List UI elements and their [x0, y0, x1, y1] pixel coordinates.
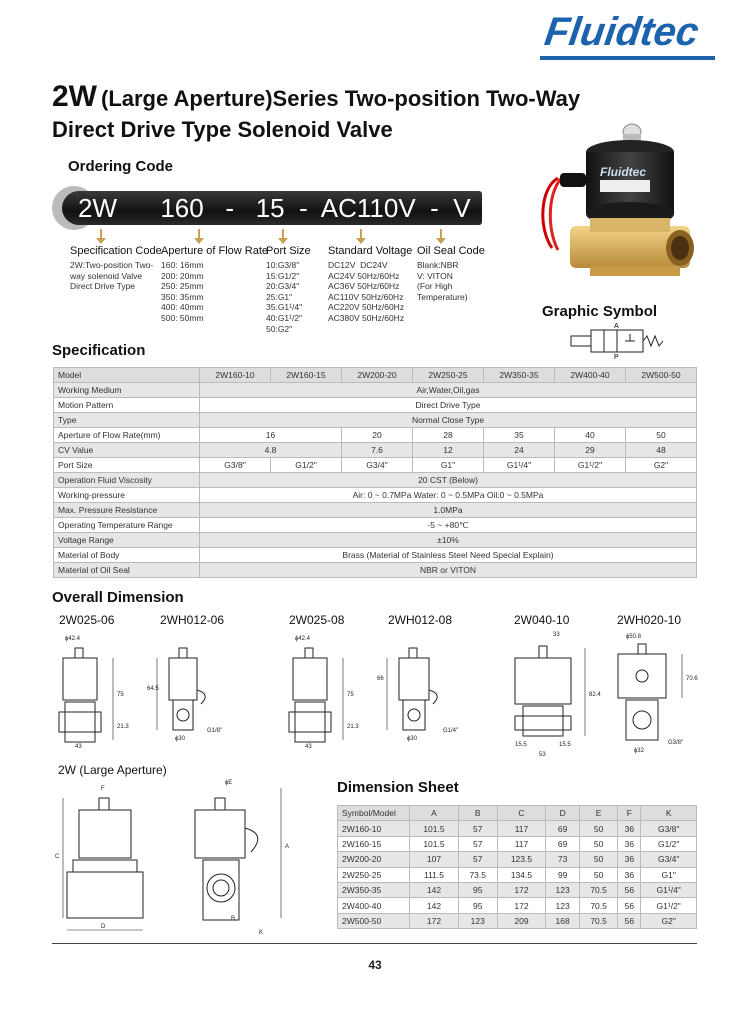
specification-table [53, 367, 697, 578]
spec-header-cell: 2W350-35 [484, 368, 555, 383]
spec-row-value: 40 [555, 428, 626, 443]
dim-label: 21.3 [347, 724, 359, 730]
spec-row-value: 24 [484, 443, 555, 458]
dimension-value-cell: 123.5 [497, 852, 546, 867]
spec-row-value: 35 [484, 428, 555, 443]
spec-row-name: CV Value [54, 443, 200, 458]
specification-heading: Specification [52, 342, 146, 359]
dimension-model-cell: 2W400-40 [338, 898, 410, 913]
dimension-value-cell: 56 [618, 898, 641, 913]
dimension-value-cell: 111.5 [410, 867, 459, 882]
dim-label: 43 [75, 744, 82, 750]
spec-row-name: Motion Pattern [54, 398, 200, 413]
dimension-value-cell: 95 [458, 882, 497, 897]
spec-row-value: 16 [200, 428, 342, 443]
dim-label: 75 [117, 692, 124, 698]
dim-label: 66 [377, 676, 384, 682]
spec-row-value: G1¹/2" [555, 458, 626, 473]
spec-row-value: Direct Drive Type [200, 398, 697, 413]
dimension-value-cell: 69 [546, 821, 579, 836]
spec-row [54, 548, 697, 563]
dimension-value-cell: 117 [497, 821, 546, 836]
dimension-header-row [338, 806, 697, 821]
brand-logo: Fluidtec [541, 10, 702, 54]
spec-row-name: Max. Pressure Resistance [54, 503, 200, 518]
spec-row-value: Normal Close Type [200, 413, 697, 428]
dim-label: 15.5 [515, 742, 527, 748]
dimension-value-cell: 56 [618, 882, 641, 897]
dimension-row [338, 821, 697, 836]
spec-row-value: 29 [555, 443, 626, 458]
dimension-value-cell: 95 [458, 898, 497, 913]
dim-label: ɸ30 [407, 736, 417, 742]
spec-row-name: Port Size [54, 458, 200, 473]
dimension-model-cell: 2W350-35 [338, 882, 410, 897]
ordering-col-seal [417, 245, 485, 302]
dimension-value-cell: 123 [458, 913, 497, 928]
dim-label: 53 [539, 752, 546, 758]
dimension-sheet-heading: Dimension Sheet [337, 779, 459, 796]
ordering-col-body: 10:G3/8" 15:G1/2" 20:G3/4" 25:G1" 35:G1¹/4" 40:G1¹/2" 50:G2" [266, 260, 303, 334]
spec-row-value: 4.8 [200, 443, 342, 458]
dim-label: ɸE [225, 780, 233, 786]
dim-label: 43 [305, 744, 312, 750]
spec-row-value: 20 CST (Below) [200, 473, 697, 488]
graphic-symbol-diagram [555, 322, 675, 360]
dimension-header-cell: C [497, 806, 546, 821]
spec-row-value: Air: 0 ~ 0.7MPa Water: 0 ~ 0.5MPa Oil:0 ~ 0.5MPa [200, 488, 697, 503]
dimension-row [338, 913, 697, 928]
spec-header-model: Model [54, 368, 200, 383]
dimension-drawing-2wh020-10 [610, 630, 700, 755]
spec-row-name: Material of Body [54, 548, 200, 563]
spec-row-value: G1" [413, 458, 484, 473]
spec-header-cell: 2W400-40 [555, 368, 626, 383]
ordering-col-aperture [161, 245, 268, 324]
dimension-model-label: 2WH020-10 [617, 613, 682, 627]
dimension-value-cell: 209 [497, 913, 546, 928]
spec-row [54, 503, 697, 518]
dimension-value-cell: 36 [618, 821, 641, 836]
ordering-col-head: Standard Voltage [328, 245, 413, 257]
dim-label: 33 [553, 632, 560, 638]
dimension-model-label: 2W040-10 [514, 613, 570, 627]
dimension-model-label: 2W025-08 [289, 613, 345, 627]
spec-row-value: G3/4" [342, 458, 413, 473]
spec-row-value: Air,Water,Oil,gas [200, 383, 697, 398]
spec-row-value: -5 ~ +80℃ [200, 518, 697, 533]
photo-brand-label: Fluidtec [600, 165, 647, 179]
spec-row-name: Working-pressure [54, 488, 200, 503]
dimension-value-cell: 117 [497, 836, 546, 851]
ordering-col-head: Oil Seal Code [417, 245, 485, 257]
dimension-drawing-2w025-06 [55, 630, 145, 750]
dimension-value-cell: 70.5 [579, 898, 618, 913]
dim-label: A [285, 844, 290, 850]
dimension-value-cell: 69 [546, 836, 579, 851]
spec-row-value: 48 [626, 443, 697, 458]
ordering-col-body: 160: 16mm 200: 20mm 250: 25mm 350: 35mm 400: 40mm 500: 50mm [161, 260, 204, 323]
dimension-value-cell: 101.5 [410, 821, 459, 836]
dimension-value-cell: G1/2" [641, 836, 697, 851]
dim-label: 64.5 [147, 686, 159, 692]
spec-row-value: NBR or VITON [200, 563, 697, 578]
dimension-value-cell: 50 [579, 836, 618, 851]
dim-label: 70.6 [686, 676, 698, 682]
spec-row [54, 473, 697, 488]
dimension-model-label: 2W025-06 [59, 613, 115, 627]
spec-row-value: 7.6 [342, 443, 413, 458]
ordering-code-heading: Ordering Code [68, 158, 174, 175]
dimension-value-cell: 99 [546, 867, 579, 882]
dim-label: 15.5 [559, 742, 571, 748]
large-aperture-label: 2W (Large Aperture) [58, 763, 167, 777]
spec-row-value: G3/8" [200, 458, 271, 473]
ordering-col-head: Specification Code [70, 245, 162, 257]
dim-label: ɸ50.8 [626, 634, 641, 640]
dimension-model-cell: 2W250-25 [338, 867, 410, 882]
dimension-value-cell: 57 [458, 852, 497, 867]
dimension-header-cell: K [641, 806, 697, 821]
dimension-header-cell: D [546, 806, 579, 821]
dim-label: G3/8" [668, 740, 684, 746]
dimension-model-cell: 2W500-50 [338, 913, 410, 928]
dimension-model-cell: 2W200-20 [338, 852, 410, 867]
dimension-value-cell: 172 [497, 898, 546, 913]
spec-row [54, 443, 697, 458]
spec-header-cell: 2W160-10 [200, 368, 271, 383]
dimension-drawing-2wh012-06 [145, 640, 245, 750]
dimension-value-cell: G1" [641, 867, 697, 882]
arrow-icon [100, 229, 102, 240]
dim-label: C [55, 854, 60, 860]
dim-label: ɸ42.4 [295, 636, 310, 642]
spec-row-value: G2" [626, 458, 697, 473]
dimension-value-cell: 123 [546, 898, 579, 913]
spec-row-name: Working Medium [54, 383, 200, 398]
spec-header-cell: 2W500-50 [626, 368, 697, 383]
dimension-value-cell: G1¹/4" [641, 882, 697, 897]
dimension-header-cell: Symbol/Model [338, 806, 410, 821]
dimension-value-cell: 123 [546, 882, 579, 897]
dim-label: ɸ30 [175, 736, 185, 742]
ordering-col-port [266, 245, 311, 334]
spec-header-cell: 2W200-20 [342, 368, 413, 383]
spec-row [54, 533, 697, 548]
dimension-row [338, 867, 697, 882]
ordering-col-head: Port Size [266, 245, 311, 257]
dimension-value-cell: 142 [410, 898, 459, 913]
port-a-label: A [614, 323, 619, 330]
dimension-drawing-2w040-10 [505, 628, 605, 758]
dimension-value-cell: 101.5 [410, 836, 459, 851]
dimension-value-cell: 142 [410, 882, 459, 897]
page-number: 43 [368, 958, 382, 972]
spec-row-name: Voltage Range [54, 533, 200, 548]
arrow-icon [198, 229, 200, 240]
ordering-col-spec [70, 245, 162, 292]
spec-header-row [54, 368, 697, 383]
dim-label: G1/4" [443, 728, 459, 734]
dimension-header-cell: E [579, 806, 618, 821]
valve-photo [530, 118, 700, 290]
dimension-value-cell: 36 [618, 867, 641, 882]
spec-row [54, 563, 697, 578]
dimension-header-cell: B [458, 806, 497, 821]
dim-label: 21.3 [117, 724, 129, 730]
dimension-value-cell: 56 [618, 913, 641, 928]
ordering-col-voltage [328, 245, 412, 324]
arrow-icon [360, 229, 362, 240]
dimension-value-cell: 57 [458, 821, 497, 836]
dimension-value-cell: 50 [579, 852, 618, 867]
ordering-col-body: Blank:NBR V: VITON (For High Temperature) [417, 260, 468, 302]
spec-row-value: Brass (Material of Stainless Steel Need Special Explain) [200, 548, 697, 563]
spec-row [54, 488, 697, 503]
spec-row-name: Operation Fluid Viscosity [54, 473, 200, 488]
dimension-model-cell: 2W160-10 [338, 821, 410, 836]
page-title [52, 80, 580, 114]
spec-header-cell: 2W160-15 [271, 368, 342, 383]
title-model: 2W [52, 80, 97, 113]
spec-row-name: Operating Temperature Range [54, 518, 200, 533]
dimension-value-cell: 172 [410, 913, 459, 928]
spec-row [54, 383, 697, 398]
dimension-value-cell: 73.5 [458, 867, 497, 882]
spec-row-value: 12 [413, 443, 484, 458]
arrow-icon [440, 229, 442, 240]
dimension-value-cell: 50 [579, 867, 618, 882]
spec-row-value: ±10% [200, 533, 697, 548]
dimension-value-cell: G3/8" [641, 821, 697, 836]
dimension-value-cell: 168 [546, 913, 579, 928]
dimension-value-cell: 57 [458, 836, 497, 851]
dimension-value-cell: 36 [618, 852, 641, 867]
dimension-drawing-large [55, 778, 300, 938]
footer-divider [52, 943, 697, 944]
spec-row [54, 518, 697, 533]
dimension-value-cell: 70.5 [579, 882, 618, 897]
spec-row [54, 428, 697, 443]
spec-header-cell: 2W250-25 [413, 368, 484, 383]
dimension-model-label: 2WH012-08 [388, 613, 453, 627]
title-line1: (Large Aperture)Series Two-position Two-Way [101, 86, 581, 111]
ordering-col-body: DC12V DC24V AC24V 50Hz/60Hz AC36V 50Hz/60Hz AC110V 50Hz/60Hz AC220V 50Hz/60Hz AC380V 50Hz/60Hz [328, 260, 405, 323]
spec-row-value: G1¹/4" [484, 458, 555, 473]
spec-row-name: Aperture of Flow Rate(mm) [54, 428, 200, 443]
dim-label: D [101, 924, 106, 930]
dimension-header-cell: F [618, 806, 641, 821]
page-subtitle: Direct Drive Type Solenoid Valve [52, 117, 393, 142]
dimension-value-cell: 73 [546, 852, 579, 867]
dimension-value-cell: G3/4" [641, 852, 697, 867]
dim-label: G1/8" [207, 728, 223, 734]
dimension-row [338, 836, 697, 851]
dimension-drawing-2wh012-08 [375, 640, 485, 750]
dimension-model-cell: 2W160-15 [338, 836, 410, 851]
dim-label: K [259, 930, 264, 936]
dim-label: 82.4 [589, 692, 601, 698]
dimension-row [338, 852, 697, 867]
dimension-sheet-table [337, 805, 697, 929]
dimension-value-cell: 36 [618, 836, 641, 851]
spec-row-value: G1/2" [271, 458, 342, 473]
spec-row [54, 458, 697, 473]
dimension-row [338, 882, 697, 897]
spec-row-name: Type [54, 413, 200, 428]
spec-row [54, 398, 697, 413]
dimension-value-cell: 107 [410, 852, 459, 867]
dimension-model-label: 2WH012-06 [160, 613, 225, 627]
logo-underline [540, 56, 715, 60]
spec-row-value: 50 [626, 428, 697, 443]
dimension-value-cell: 70.5 [579, 913, 618, 928]
dimension-value-cell: 172 [497, 882, 546, 897]
spec-row-value: 1.0MPa [200, 503, 697, 518]
arrow-icon [282, 229, 284, 240]
dim-label: B [231, 916, 236, 922]
dimension-value-cell: 134.5 [497, 867, 546, 882]
dim-label: F [101, 786, 105, 792]
spec-row [54, 413, 697, 428]
dim-label: ɸ42.4 [65, 636, 80, 642]
dimension-row [338, 898, 697, 913]
overall-dimension-heading: Overall Dimension [52, 589, 184, 606]
ordering-col-head: Aperture of Flow Rate [161, 245, 268, 257]
spec-row-value: 20 [342, 428, 413, 443]
spec-row-value: 28 [413, 428, 484, 443]
ordering-col-body: 2W:Two-position Two- way solenoid Valve Direct Drive Type [70, 260, 154, 292]
ordering-code-example: 2W 160 - 15 - AC110V - V [78, 193, 471, 223]
dimension-header-cell: A [410, 806, 459, 821]
spec-row-name: Material of Oil Seal [54, 563, 200, 578]
graphic-symbol-heading: Graphic Symbol [542, 303, 658, 320]
port-p-label: P [614, 354, 619, 360]
dimension-value-cell: 50 [579, 821, 618, 836]
dim-label: 75 [347, 692, 354, 698]
dimension-value-cell: G2" [641, 913, 697, 928]
dim-label: ɸ32 [634, 748, 644, 754]
dimension-value-cell: G1¹/2" [641, 898, 697, 913]
dimension-drawing-2w025-08 [285, 630, 375, 750]
